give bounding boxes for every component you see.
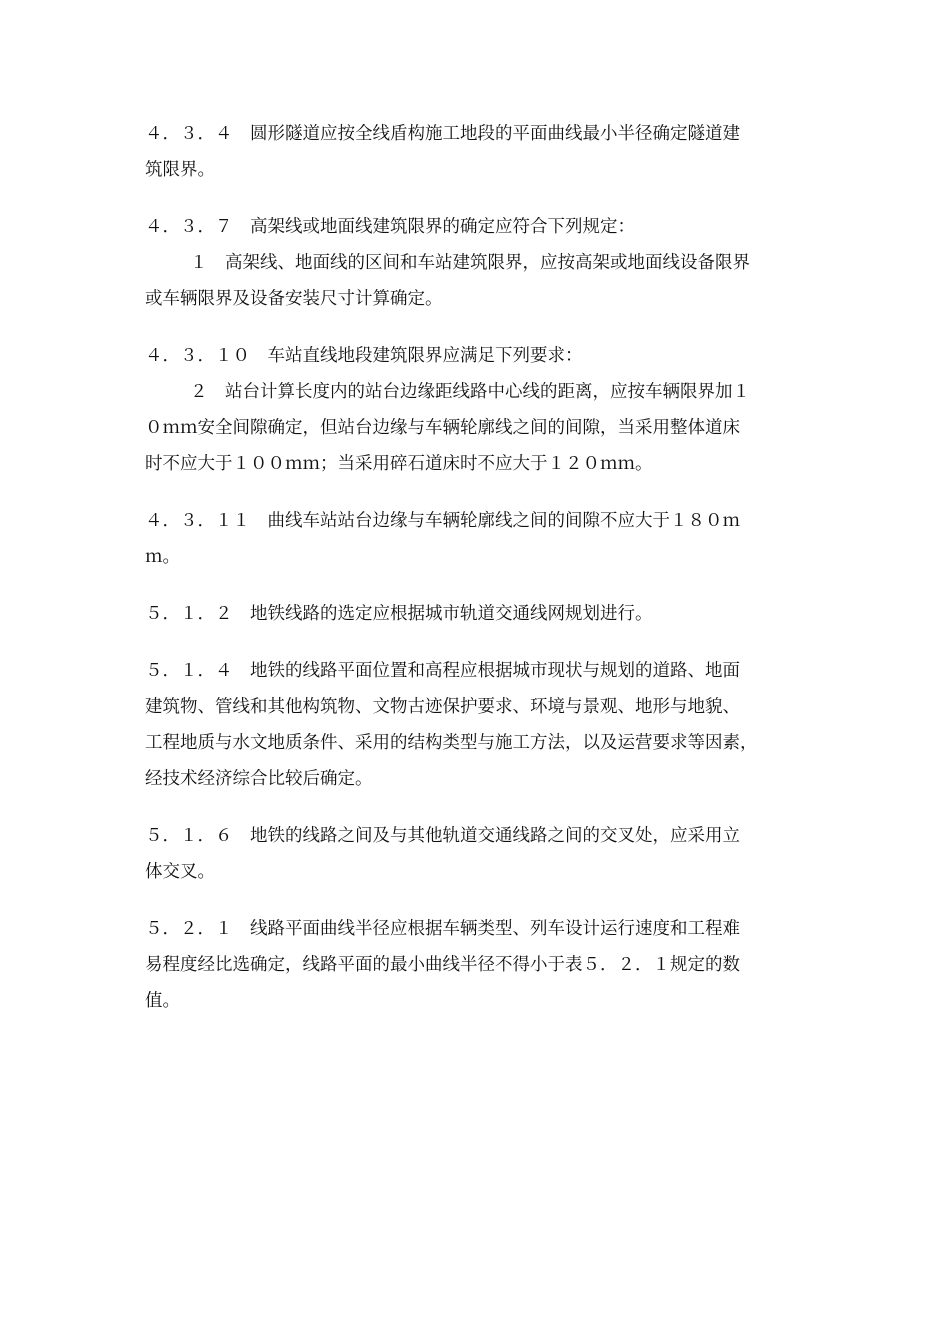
text-line: ５．１．４ 地铁的线路平面位置和高程应根据城市现状与规划的道路、地面 bbox=[145, 661, 740, 681]
text-line: ２ 站台计算长度内的站台边缘距线路中心线的距离，应按车辆限界加１ bbox=[190, 382, 750, 402]
text-line: 经技术经济综合比较后确定。 bbox=[145, 769, 373, 789]
text-line: ｍ。 bbox=[145, 547, 180, 567]
text-line: 值。 bbox=[145, 991, 180, 1011]
text-line: ４．３．１０ 车站直线地段建筑限界应满足下列要求： bbox=[145, 346, 583, 366]
clause-5-1-4 bbox=[145, 653, 805, 797]
text-line: 易程度经比选确定，线路平面的最小曲线半径不得小于表５．２．１规定的数 bbox=[145, 955, 740, 975]
text-line: 体交叉。 bbox=[145, 862, 215, 882]
clause-5-1-6 bbox=[145, 818, 805, 890]
text-line: 建筑物、管线和其他构筑物、文物古迹保护要求、环境与景观、地形与地貌、 bbox=[145, 697, 740, 717]
clause-4-3-7 bbox=[145, 209, 805, 317]
text-line: ５．１．２ 地铁线路的选定应根据城市轨道交通线网规划进行。 bbox=[145, 604, 653, 624]
text-line: ４．３．７ 高架线或地面线建筑限界的确定应符合下列规定： bbox=[145, 217, 635, 237]
text-line: ５．１．６ 地铁的线路之间及与其他轨道交通线路之间的交叉处，应采用立 bbox=[145, 826, 740, 846]
clause-5-1-2 bbox=[145, 596, 805, 632]
clause-4-3-4 bbox=[145, 116, 805, 188]
text-line: １ 高架线、地面线的区间和车站建筑限界，应按高架或地面线设备限界 bbox=[190, 253, 750, 273]
text-line: ４．３．１１ 曲线车站站台边缘与车辆轮廓线之间的间隙不应大于１８０ｍ bbox=[145, 511, 740, 531]
document-body bbox=[145, 116, 805, 1040]
clause-4-3-11 bbox=[145, 503, 805, 575]
text-line: 或车辆限界及设备安装尺寸计算确定。 bbox=[145, 289, 443, 309]
text-line: ４．３．４ 圆形隧道应按全线盾构施工地段的平面曲线最小半径确定隧道建 bbox=[145, 124, 740, 144]
text-line: 时不应大于１００ｍｍ；当采用碎石道床时不应大于１２０ｍｍ。 bbox=[145, 454, 653, 474]
text-line: 工程地质与水文地质条件、采用的结构类型与施工方法，以及运营要求等因素， bbox=[145, 733, 758, 753]
text-line: 筑限界。 bbox=[145, 160, 215, 180]
text-line: ０ｍｍ安全间隙确定，但站台边缘与车辆轮廓线之间的间隙，当采用整体道床 bbox=[145, 418, 740, 438]
text-line: ５．２．１ 线路平面曲线半径应根据车辆类型、列车设计运行速度和工程难 bbox=[145, 919, 740, 939]
clause-5-2-1 bbox=[145, 911, 805, 1019]
clause-4-3-10 bbox=[145, 338, 805, 482]
